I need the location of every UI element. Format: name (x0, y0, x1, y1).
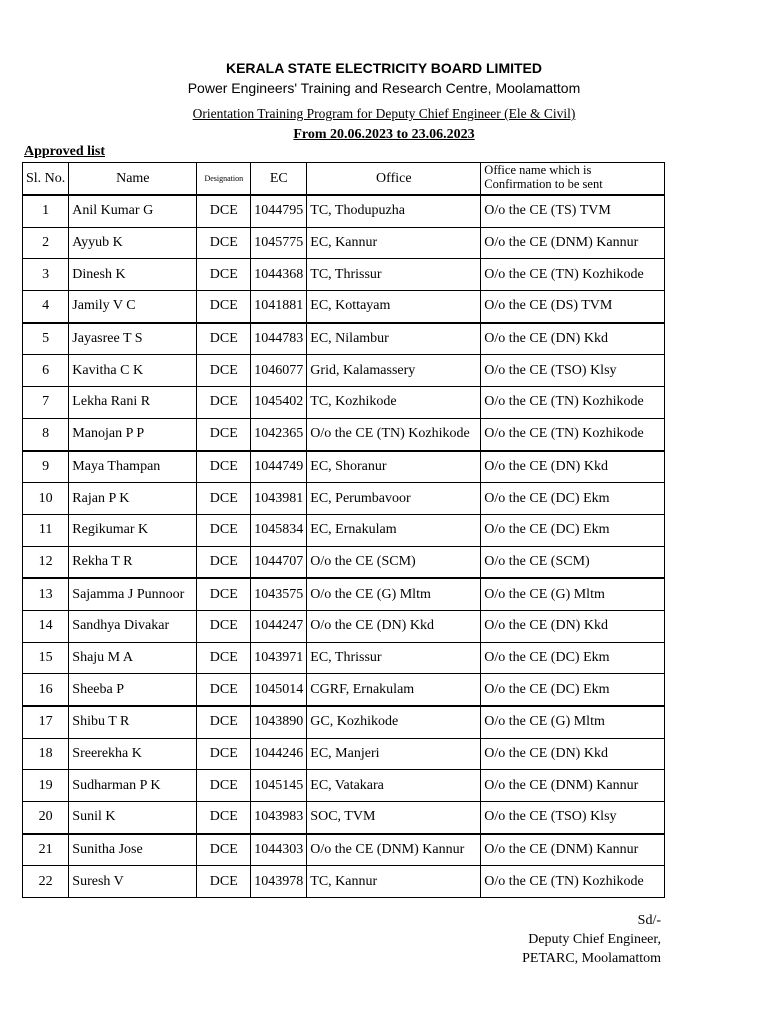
table-row (23, 674, 665, 706)
table-row (23, 706, 665, 738)
table-row (23, 514, 665, 546)
cell-slno: 6 (23, 355, 69, 387)
cell-designation: DCE (197, 674, 251, 706)
cell-ec: 1045775 (251, 227, 307, 259)
cell-slno: 14 (23, 610, 69, 642)
cell-name: Jamily V C (69, 291, 197, 323)
table-row (23, 610, 665, 642)
cell-name: Lekha Rani R (69, 387, 197, 419)
cell-confirmation: O/o the CE (DN) Kkd (481, 323, 665, 355)
cell-name: Rajan P K (69, 483, 197, 515)
cell-office: SOC, TVM (307, 802, 481, 834)
cell-office: TC, Kannur (307, 866, 481, 898)
cell-slno: 3 (23, 259, 69, 291)
cell-slno: 11 (23, 514, 69, 546)
signature-place: PETARC, Moolamattom (522, 951, 661, 966)
cell-ec: 1045014 (251, 674, 307, 706)
table-row (23, 387, 665, 419)
table-row (23, 738, 665, 770)
cell-slno: 5 (23, 323, 69, 355)
program-title (0, 106, 768, 122)
table-row (23, 291, 665, 323)
cell-slno: 9 (23, 451, 69, 483)
cell-confirmation: O/o the CE (TN) Kozhikode (481, 866, 665, 898)
cell-designation: DCE (197, 610, 251, 642)
cell-slno: 20 (23, 802, 69, 834)
cell-office: EC, Nilambur (307, 323, 481, 355)
cell-ec: 1044795 (251, 195, 307, 227)
table-row (23, 642, 665, 674)
signature-block (522, 911, 661, 968)
program-dates (0, 127, 768, 143)
cell-name: Sajamma J Punnoor (69, 578, 197, 610)
cell-name: Ayyub K (69, 227, 197, 259)
cell-ec: 1046077 (251, 355, 307, 387)
cell-designation: DCE (197, 259, 251, 291)
table-row (23, 418, 665, 450)
cell-confirmation: O/o the CE (DN) Kkd (481, 738, 665, 770)
cell-office: O/o the CE (DNM) Kannur (307, 834, 481, 866)
cell-ec: 1043890 (251, 706, 307, 738)
cell-confirmation: O/o the CE (DC) Ekm (481, 483, 665, 515)
cell-designation: DCE (197, 291, 251, 323)
cell-office: O/o the CE (DN) Kkd (307, 610, 481, 642)
cell-name: Sunitha Jose (69, 834, 197, 866)
cell-designation: DCE (197, 802, 251, 834)
col-header-confirmation: Office name which is Confirmation to be sent (481, 163, 665, 196)
cell-confirmation: O/o the CE (DC) Ekm (481, 674, 665, 706)
cell-confirmation: O/o the CE (SCM) (481, 546, 665, 578)
org-title: KERALA STATE ELECTRICITY BOARD LIMITED (225, 60, 543, 76)
table-row (23, 802, 665, 834)
cell-slno: 21 (23, 834, 69, 866)
cell-confirmation: O/o the CE (DN) Kkd (481, 610, 665, 642)
cell-ec: 1043978 (251, 866, 307, 898)
cell-confirmation: O/o the CE (DNM) Kannur (481, 227, 665, 259)
col-header-slno: Sl. No. (23, 163, 69, 196)
cell-office: O/o the CE (G) Mltm (307, 578, 481, 610)
table-row (23, 770, 665, 802)
table-row (23, 259, 665, 291)
cell-ec: 1043971 (251, 642, 307, 674)
cell-designation: DCE (197, 834, 251, 866)
cell-designation: DCE (197, 514, 251, 546)
cell-designation: DCE (197, 387, 251, 419)
cell-designation: DCE (197, 866, 251, 898)
cell-slno: 4 (23, 291, 69, 323)
cell-name: Jayasree T S (69, 323, 197, 355)
cell-confirmation: O/o the CE (TS) TVM (481, 195, 665, 227)
cell-ec: 1045145 (251, 770, 307, 802)
cell-office: GC, Kozhikode (307, 706, 481, 738)
cell-ec: 1044749 (251, 451, 307, 483)
cell-slno: 7 (23, 387, 69, 419)
table-row (23, 546, 665, 578)
cell-designation: DCE (197, 195, 251, 227)
cell-designation: DCE (197, 451, 251, 483)
table-row (23, 451, 665, 483)
cell-slno: 22 (23, 866, 69, 898)
cell-office: Grid, Kalamassery (307, 355, 481, 387)
cell-confirmation: O/o the CE (TN) Kozhikode (481, 387, 665, 419)
cell-name: Regikumar K (69, 514, 197, 546)
cell-confirmation: O/o the CE (DC) Ekm (481, 514, 665, 546)
cell-ec: 1043983 (251, 802, 307, 834)
cell-confirmation: O/o the CE (TSO) Klsy (481, 355, 665, 387)
cell-designation: DCE (197, 546, 251, 578)
cell-office: TC, Thodupuzha (307, 195, 481, 227)
table-row (23, 866, 665, 898)
cell-office: EC, Kannur (307, 227, 481, 259)
cell-confirmation: O/o the CE (DC) Ekm (481, 642, 665, 674)
cell-confirmation: O/o the CE (G) Mltm (481, 706, 665, 738)
cell-designation: DCE (197, 323, 251, 355)
cell-slno: 12 (23, 546, 69, 578)
cell-name: Manojan P P (69, 418, 197, 450)
cell-ec: 1044303 (251, 834, 307, 866)
cell-ec: 1043981 (251, 483, 307, 515)
cell-name: Anil Kumar G (69, 195, 197, 227)
cell-designation: DCE (197, 227, 251, 259)
program-text: Orientation Training Program for Deputy Chief Engineer (Ele & Civil) (192, 106, 576, 121)
table-row (23, 195, 665, 227)
approved-list-table (22, 162, 665, 898)
cell-slno: 8 (23, 418, 69, 450)
cell-designation: DCE (197, 355, 251, 387)
cell-office: EC, Manjeri (307, 738, 481, 770)
cell-name: Shibu T R (69, 706, 197, 738)
cell-designation: DCE (197, 770, 251, 802)
cell-designation: DCE (197, 483, 251, 515)
signature-title: Deputy Chief Engineer, (528, 932, 661, 947)
table-header-row (23, 163, 665, 196)
cell-name: Kavitha C K (69, 355, 197, 387)
cell-slno: 2 (23, 227, 69, 259)
cell-office: EC, Ernakulam (307, 514, 481, 546)
cell-slno: 16 (23, 674, 69, 706)
table-row (23, 355, 665, 387)
cell-name: Dinesh K (69, 259, 197, 291)
cell-name: Maya Thampan (69, 451, 197, 483)
approved-list-label: Approved list (24, 144, 106, 159)
cell-designation: DCE (197, 578, 251, 610)
cell-office: EC, Shoranur (307, 451, 481, 483)
cell-slno: 10 (23, 483, 69, 515)
cell-name: Sudharman P K (69, 770, 197, 802)
cell-slno: 13 (23, 578, 69, 610)
cell-slno: 18 (23, 738, 69, 770)
cell-confirmation: O/o the CE (DS) TVM (481, 291, 665, 323)
signature-sd: Sd/- (637, 913, 661, 928)
table-row (23, 483, 665, 515)
cell-confirmation: O/o the CE (G) Mltm (481, 578, 665, 610)
table-body (23, 195, 665, 898)
cell-office: O/o the CE (TN) Kozhikode (307, 418, 481, 450)
cell-confirmation: O/o the CE (DNM) Kannur (481, 770, 665, 802)
cell-ec: 1043575 (251, 578, 307, 610)
cell-slno: 15 (23, 642, 69, 674)
cell-ec: 1044783 (251, 323, 307, 355)
cell-office: EC, Thrissur (307, 642, 481, 674)
col-header-office: Office (307, 163, 481, 196)
table-row (23, 834, 665, 866)
cell-ec: 1044247 (251, 610, 307, 642)
cell-name: Sunil K (69, 802, 197, 834)
cell-office: EC, Kottayam (307, 291, 481, 323)
col-header-name: Name (69, 163, 197, 196)
cell-confirmation: O/o the CE (TSO) Klsy (481, 802, 665, 834)
cell-confirmation: O/o the CE (TN) Kozhikode (481, 259, 665, 291)
cell-ec: 1044707 (251, 546, 307, 578)
centre-title: Power Engineers' Training and Research Centre, Moolamattom (187, 80, 581, 96)
cell-ec: 1045834 (251, 514, 307, 546)
cell-designation: DCE (197, 738, 251, 770)
cell-ec: 1042365 (251, 418, 307, 450)
col-header-ec: EC (251, 163, 307, 196)
dates-text: From 20.06.2023 to 23.06.2023 (293, 127, 475, 142)
col-header-designation: Designation (197, 163, 251, 196)
cell-ec: 1041881 (251, 291, 307, 323)
cell-name: Rekha T R (69, 546, 197, 578)
cell-name: Sheeba P (69, 674, 197, 706)
cell-office: O/o the CE (SCM) (307, 546, 481, 578)
cell-name: Shaju M A (69, 642, 197, 674)
cell-office: EC, Perumbavoor (307, 483, 481, 515)
cell-name: Suresh V (69, 866, 197, 898)
cell-slno: 1 (23, 195, 69, 227)
table-row (23, 578, 665, 610)
cell-ec: 1045402 (251, 387, 307, 419)
cell-designation: DCE (197, 418, 251, 450)
cell-confirmation: O/o the CE (TN) Kozhikode (481, 418, 665, 450)
cell-office: TC, Kozhikode (307, 387, 481, 419)
cell-office: CGRF, Ernakulam (307, 674, 481, 706)
cell-ec: 1044246 (251, 738, 307, 770)
cell-office: TC, Thrissur (307, 259, 481, 291)
cell-slno: 19 (23, 770, 69, 802)
cell-slno: 17 (23, 706, 69, 738)
cell-name: Sandhya Divakar (69, 610, 197, 642)
cell-confirmation: O/o the CE (DNM) Kannur (481, 834, 665, 866)
cell-ec: 1044368 (251, 259, 307, 291)
cell-name: Sreerekha K (69, 738, 197, 770)
table-row (23, 227, 665, 259)
cell-designation: DCE (197, 706, 251, 738)
cell-confirmation: O/o the CE (DN) Kkd (481, 451, 665, 483)
cell-office: EC, Vatakara (307, 770, 481, 802)
cell-designation: DCE (197, 642, 251, 674)
table-row (23, 323, 665, 355)
